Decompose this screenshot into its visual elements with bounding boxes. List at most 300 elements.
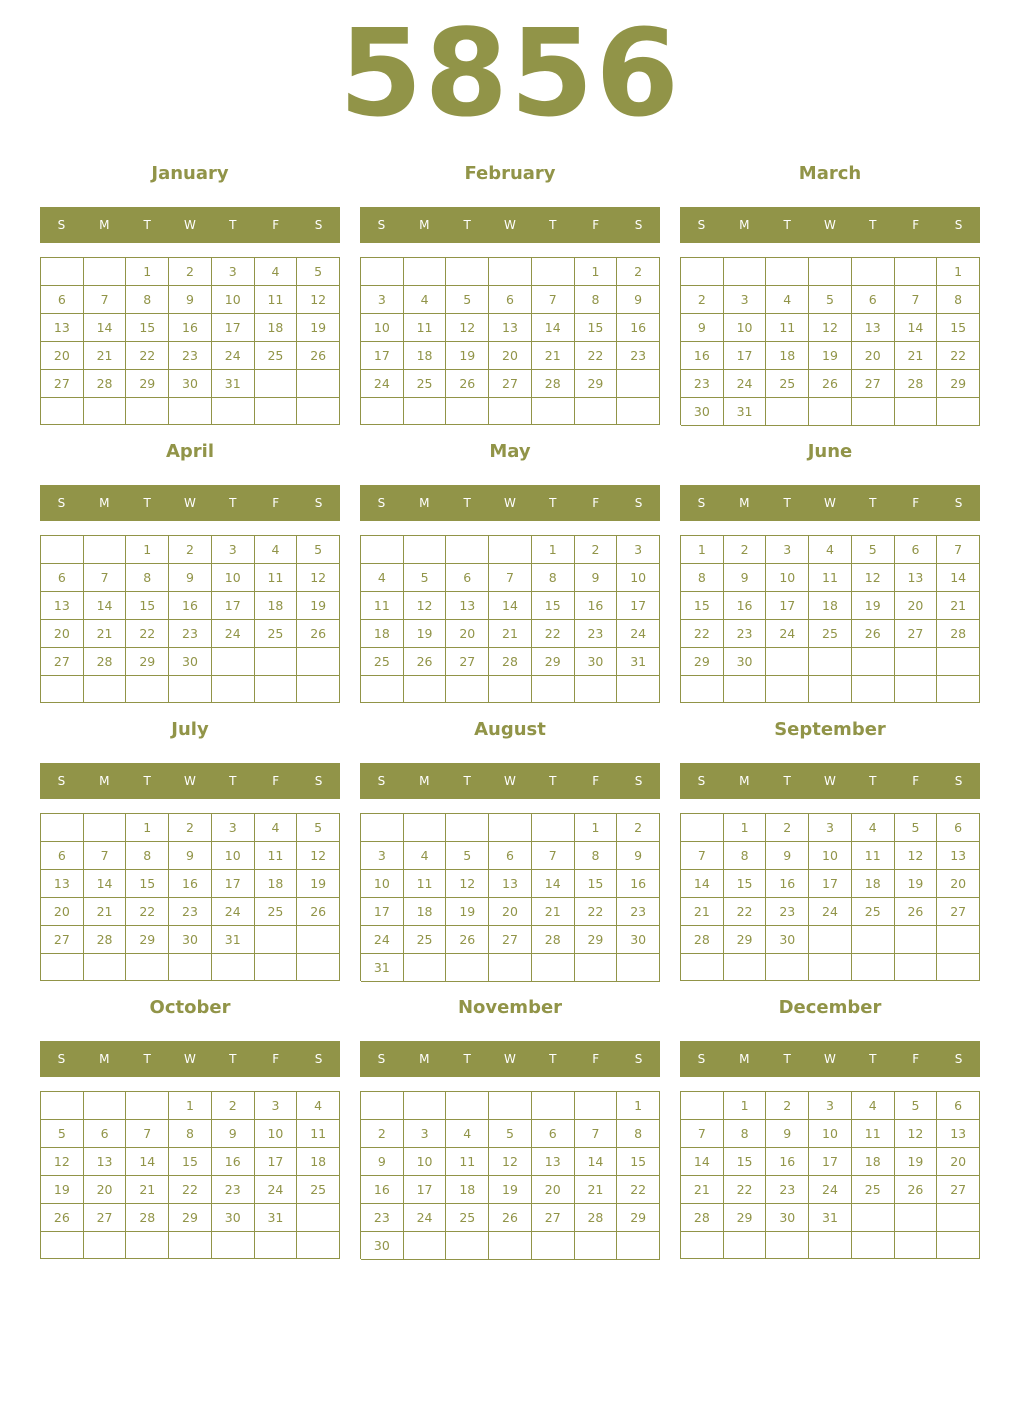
empty-day-cell	[489, 814, 532, 842]
empty-day-cell	[361, 258, 404, 286]
weekday-label: S	[697, 496, 706, 510]
day-cell: 28	[575, 1204, 618, 1232]
day-cell: 29	[575, 926, 618, 954]
empty-day-cell	[446, 258, 489, 286]
day-cell: 24	[255, 1176, 298, 1204]
day-cell: 20	[41, 620, 84, 648]
day-cell: 16	[361, 1176, 404, 1204]
empty-day-cell	[766, 676, 809, 703]
day-cell: 1	[575, 258, 618, 286]
day-cell: 3	[212, 536, 255, 564]
day-cell: 30	[169, 648, 212, 676]
day-cell: 16	[724, 592, 767, 620]
day-cell: 25	[404, 926, 447, 954]
empty-day-cell	[724, 258, 767, 286]
empty-day-cell	[169, 676, 212, 703]
day-cell: 27	[489, 926, 532, 954]
empty-day-cell	[41, 676, 84, 703]
day-cell: 6	[41, 286, 84, 314]
weekday-label: T	[783, 774, 791, 788]
weekday-label: S	[377, 774, 386, 788]
day-cell: 12	[404, 592, 447, 620]
day-cell: 30	[361, 1232, 404, 1260]
day-cell: 19	[297, 870, 340, 898]
empty-day-cell	[297, 1232, 340, 1259]
day-cell: 25	[766, 370, 809, 398]
weekday-label: F	[272, 1052, 280, 1066]
empty-day-cell	[361, 814, 404, 842]
day-cell: 14	[126, 1148, 169, 1176]
day-cell: 9	[212, 1120, 255, 1148]
empty-day-cell	[852, 926, 895, 954]
day-cell: 26	[852, 620, 895, 648]
days-grid	[680, 257, 980, 425]
day-cell: 29	[617, 1204, 660, 1232]
day-cell: 16	[212, 1148, 255, 1176]
day-cell: 26	[489, 1204, 532, 1232]
empty-day-cell	[361, 676, 404, 703]
empty-day-cell	[532, 398, 575, 425]
day-cell: 24	[212, 342, 255, 370]
day-cell: 5	[489, 1120, 532, 1148]
month-name: July	[171, 719, 209, 740]
day-cell: 5	[297, 814, 340, 842]
day-cell: 7	[84, 842, 127, 870]
empty-day-cell	[41, 1092, 84, 1120]
days-grid	[360, 813, 660, 981]
day-cell: 23	[766, 898, 809, 926]
day-cell: 2	[766, 1092, 809, 1120]
day-cell: 11	[255, 842, 298, 870]
month-august	[360, 712, 660, 980]
day-cell: 10	[212, 564, 255, 592]
day-cell: 3	[617, 536, 660, 564]
day-cell: 25	[255, 342, 298, 370]
day-cell: 26	[404, 648, 447, 676]
empty-day-cell	[255, 1232, 298, 1259]
weekday-label: T	[549, 1052, 557, 1066]
empty-day-cell	[852, 1232, 895, 1259]
empty-day-cell	[255, 926, 298, 954]
empty-day-cell	[617, 954, 660, 982]
month-name: October	[149, 997, 231, 1018]
empty-day-cell	[681, 258, 724, 286]
day-cell: 6	[937, 814, 980, 842]
weekday-label: W	[824, 496, 836, 510]
day-cell: 15	[681, 592, 724, 620]
day-cell: 4	[255, 814, 298, 842]
empty-day-cell	[617, 1232, 660, 1260]
day-cell: 2	[169, 258, 212, 286]
empty-day-cell	[446, 814, 489, 842]
empty-day-cell	[126, 1232, 169, 1259]
empty-day-cell	[937, 1204, 980, 1232]
empty-day-cell	[404, 1232, 447, 1260]
day-cell: 17	[724, 342, 767, 370]
day-cell: 22	[532, 620, 575, 648]
day-cell: 19	[41, 1176, 84, 1204]
day-cell: 27	[84, 1204, 127, 1232]
weekday-header	[680, 485, 980, 521]
weekday-label: S	[377, 1052, 386, 1066]
day-cell: 14	[84, 592, 127, 620]
day-cell: 21	[84, 342, 127, 370]
empty-day-cell	[404, 676, 447, 703]
weekday-label: S	[57, 1052, 66, 1066]
empty-day-cell	[255, 648, 298, 676]
month-name: September	[774, 719, 886, 740]
empty-day-cell	[617, 676, 660, 703]
empty-day-cell	[895, 258, 938, 286]
day-cell: 31	[361, 954, 404, 982]
weekday-label: W	[184, 1052, 196, 1066]
day-cell: 17	[361, 898, 404, 926]
day-cell: 1	[681, 536, 724, 564]
day-cell: 16	[169, 314, 212, 342]
day-cell: 29	[575, 370, 618, 398]
day-cell: 13	[489, 870, 532, 898]
empty-day-cell	[809, 648, 852, 676]
day-cell: 9	[361, 1148, 404, 1176]
day-cell: 13	[41, 314, 84, 342]
day-cell: 8	[126, 842, 169, 870]
day-cell: 11	[404, 870, 447, 898]
day-cell: 30	[212, 1204, 255, 1232]
empty-day-cell	[446, 1092, 489, 1120]
day-cell: 30	[169, 370, 212, 398]
empty-day-cell	[297, 676, 340, 703]
day-cell: 4	[446, 1120, 489, 1148]
day-cell: 17	[212, 314, 255, 342]
month-july	[40, 712, 340, 980]
day-cell: 4	[809, 536, 852, 564]
empty-day-cell	[532, 676, 575, 703]
day-cell: 26	[41, 1204, 84, 1232]
weekday-label: S	[57, 218, 66, 232]
month-april	[40, 434, 340, 702]
weekday-label: F	[592, 1052, 600, 1066]
weekday-header	[360, 763, 660, 799]
month-name: February	[464, 163, 556, 184]
empty-day-cell	[532, 814, 575, 842]
day-cell: 18	[404, 342, 447, 370]
weekday-label: M	[419, 218, 430, 232]
day-cell: 9	[169, 286, 212, 314]
weekday-label: M	[419, 774, 430, 788]
day-cell: 25	[255, 898, 298, 926]
month-december	[680, 990, 980, 1258]
empty-day-cell	[809, 676, 852, 703]
day-cell: 11	[852, 1120, 895, 1148]
day-cell: 8	[617, 1120, 660, 1148]
empty-day-cell	[126, 1092, 169, 1120]
empty-day-cell	[297, 370, 340, 398]
day-cell: 15	[126, 314, 169, 342]
day-cell: 10	[809, 842, 852, 870]
empty-day-cell	[212, 648, 255, 676]
weekday-label: T	[229, 774, 237, 788]
day-cell: 10	[724, 314, 767, 342]
weekday-label: T	[549, 496, 557, 510]
day-cell: 2	[575, 536, 618, 564]
weekday-label: T	[463, 496, 471, 510]
weekday-label: T	[229, 218, 237, 232]
day-cell: 24	[617, 620, 660, 648]
weekday-label: S	[57, 774, 66, 788]
day-cell: 29	[724, 926, 767, 954]
empty-day-cell	[297, 926, 340, 954]
weekday-label: S	[57, 496, 66, 510]
day-cell: 11	[297, 1120, 340, 1148]
day-cell: 23	[169, 898, 212, 926]
day-cell: 9	[766, 842, 809, 870]
empty-day-cell	[937, 926, 980, 954]
day-cell: 19	[446, 898, 489, 926]
day-cell: 20	[532, 1176, 575, 1204]
day-cell: 11	[255, 286, 298, 314]
day-cell: 1	[724, 1092, 767, 1120]
day-cell: 8	[575, 286, 618, 314]
day-cell: 27	[937, 898, 980, 926]
empty-day-cell	[895, 954, 938, 981]
day-cell: 23	[169, 620, 212, 648]
day-cell: 17	[212, 592, 255, 620]
day-cell: 27	[41, 370, 84, 398]
month-name: May	[489, 441, 531, 462]
day-cell: 23	[361, 1204, 404, 1232]
day-cell: 13	[84, 1148, 127, 1176]
day-cell: 1	[724, 814, 767, 842]
day-cell: 28	[84, 370, 127, 398]
day-cell: 28	[84, 926, 127, 954]
empty-day-cell	[297, 1204, 340, 1232]
day-cell: 9	[617, 842, 660, 870]
empty-day-cell	[489, 676, 532, 703]
days-grid	[360, 1091, 660, 1259]
day-cell: 7	[84, 564, 127, 592]
weekday-label: S	[634, 218, 643, 232]
day-cell: 19	[895, 1148, 938, 1176]
empty-day-cell	[766, 258, 809, 286]
day-cell: 27	[532, 1204, 575, 1232]
empty-day-cell	[809, 926, 852, 954]
weekday-label: W	[824, 218, 836, 232]
empty-day-cell	[937, 676, 980, 703]
empty-day-cell	[575, 1232, 618, 1260]
day-cell: 1	[169, 1092, 212, 1120]
month-february	[360, 156, 660, 424]
month-march	[680, 156, 980, 424]
weekday-label: M	[419, 496, 430, 510]
day-cell: 28	[84, 648, 127, 676]
empty-day-cell	[681, 1092, 724, 1120]
day-cell: 9	[617, 286, 660, 314]
day-cell: 5	[41, 1120, 84, 1148]
day-cell: 20	[84, 1176, 127, 1204]
month-june	[680, 434, 980, 702]
day-cell: 3	[212, 814, 255, 842]
day-cell: 19	[446, 342, 489, 370]
weekday-header	[40, 763, 340, 799]
day-cell: 19	[852, 592, 895, 620]
day-cell: 29	[724, 1204, 767, 1232]
days-grid	[40, 535, 340, 703]
day-cell: 24	[361, 370, 404, 398]
empty-day-cell	[681, 676, 724, 703]
weekday-label: T	[463, 218, 471, 232]
weekday-label: W	[504, 1052, 516, 1066]
day-cell: 31	[212, 926, 255, 954]
empty-day-cell	[937, 954, 980, 981]
empty-day-cell	[212, 954, 255, 981]
day-cell: 14	[937, 564, 980, 592]
day-cell: 13	[489, 314, 532, 342]
day-cell: 18	[852, 870, 895, 898]
days-grid	[360, 535, 660, 703]
day-cell: 21	[84, 898, 127, 926]
day-cell: 6	[532, 1120, 575, 1148]
day-cell: 22	[724, 898, 767, 926]
day-cell: 6	[41, 564, 84, 592]
day-cell: 19	[489, 1176, 532, 1204]
day-cell: 12	[297, 286, 340, 314]
day-cell: 31	[724, 398, 767, 426]
empty-day-cell	[852, 676, 895, 703]
day-cell: 25	[404, 370, 447, 398]
day-cell: 21	[126, 1176, 169, 1204]
day-cell: 10	[617, 564, 660, 592]
empty-day-cell	[895, 1204, 938, 1232]
empty-day-cell	[681, 814, 724, 842]
empty-day-cell	[489, 1092, 532, 1120]
day-cell: 4	[404, 286, 447, 314]
day-cell: 22	[126, 620, 169, 648]
day-cell: 20	[489, 342, 532, 370]
empty-day-cell	[126, 676, 169, 703]
day-cell: 28	[681, 1204, 724, 1232]
day-cell: 7	[84, 286, 127, 314]
day-cell: 21	[937, 592, 980, 620]
days-grid	[40, 257, 340, 425]
day-cell: 12	[895, 842, 938, 870]
day-cell: 16	[169, 870, 212, 898]
day-cell: 11	[809, 564, 852, 592]
weekday-label: S	[314, 496, 323, 510]
day-cell: 28	[532, 926, 575, 954]
day-cell: 14	[575, 1148, 618, 1176]
day-cell: 26	[446, 370, 489, 398]
empty-day-cell	[766, 1232, 809, 1259]
empty-day-cell	[84, 398, 127, 425]
weekday-label: M	[739, 1052, 750, 1066]
day-cell: 9	[766, 1120, 809, 1148]
day-cell: 15	[724, 870, 767, 898]
day-cell: 30	[766, 926, 809, 954]
empty-day-cell	[446, 536, 489, 564]
day-cell: 27	[895, 620, 938, 648]
empty-day-cell	[361, 536, 404, 564]
empty-day-cell	[446, 954, 489, 982]
month-name: April	[165, 441, 215, 462]
day-cell: 21	[575, 1176, 618, 1204]
empty-day-cell	[126, 954, 169, 981]
weekday-label: M	[99, 1052, 110, 1066]
empty-day-cell	[724, 676, 767, 703]
empty-day-cell	[84, 258, 127, 286]
empty-day-cell	[255, 398, 298, 425]
empty-day-cell	[532, 1092, 575, 1120]
weekday-label: T	[143, 496, 151, 510]
day-cell: 22	[126, 342, 169, 370]
day-cell: 11	[361, 592, 404, 620]
day-cell: 30	[617, 926, 660, 954]
weekday-label: S	[697, 1052, 706, 1066]
day-cell: 19	[297, 314, 340, 342]
empty-day-cell	[489, 398, 532, 425]
day-cell: 30	[766, 1204, 809, 1232]
empty-day-cell	[895, 1232, 938, 1259]
weekday-label: S	[954, 218, 963, 232]
day-cell: 24	[404, 1204, 447, 1232]
empty-day-cell	[255, 676, 298, 703]
day-cell: 10	[212, 842, 255, 870]
day-cell: 29	[532, 648, 575, 676]
day-cell: 25	[255, 620, 298, 648]
day-cell: 15	[617, 1148, 660, 1176]
empty-day-cell	[126, 398, 169, 425]
day-cell: 6	[41, 842, 84, 870]
day-cell: 5	[446, 842, 489, 870]
weekday-label: S	[634, 774, 643, 788]
empty-day-cell	[852, 398, 895, 426]
day-cell: 18	[255, 870, 298, 898]
day-cell: 28	[937, 620, 980, 648]
day-cell: 18	[852, 1148, 895, 1176]
day-cell: 2	[724, 536, 767, 564]
day-cell: 15	[169, 1148, 212, 1176]
day-cell: 9	[169, 842, 212, 870]
day-cell: 16	[169, 592, 212, 620]
day-cell: 10	[766, 564, 809, 592]
empty-day-cell	[575, 954, 618, 982]
empty-day-cell	[489, 258, 532, 286]
day-cell: 4	[361, 564, 404, 592]
day-cell: 3	[212, 258, 255, 286]
empty-day-cell	[532, 1232, 575, 1260]
day-cell: 17	[255, 1148, 298, 1176]
day-cell: 13	[41, 870, 84, 898]
day-cell: 29	[126, 926, 169, 954]
day-cell: 4	[255, 258, 298, 286]
weekday-label: M	[99, 496, 110, 510]
day-cell: 3	[809, 1092, 852, 1120]
day-cell: 14	[84, 314, 127, 342]
empty-day-cell	[404, 536, 447, 564]
empty-day-cell	[361, 398, 404, 425]
day-cell: 17	[361, 342, 404, 370]
weekday-label: M	[99, 774, 110, 788]
empty-day-cell	[681, 1232, 724, 1259]
day-cell: 21	[489, 620, 532, 648]
day-cell: 24	[809, 898, 852, 926]
weekday-label: S	[314, 774, 323, 788]
day-cell: 23	[212, 1176, 255, 1204]
weekday-label: T	[869, 774, 877, 788]
day-cell: 17	[404, 1176, 447, 1204]
day-cell: 12	[895, 1120, 938, 1148]
day-cell: 3	[724, 286, 767, 314]
day-cell: 18	[404, 898, 447, 926]
